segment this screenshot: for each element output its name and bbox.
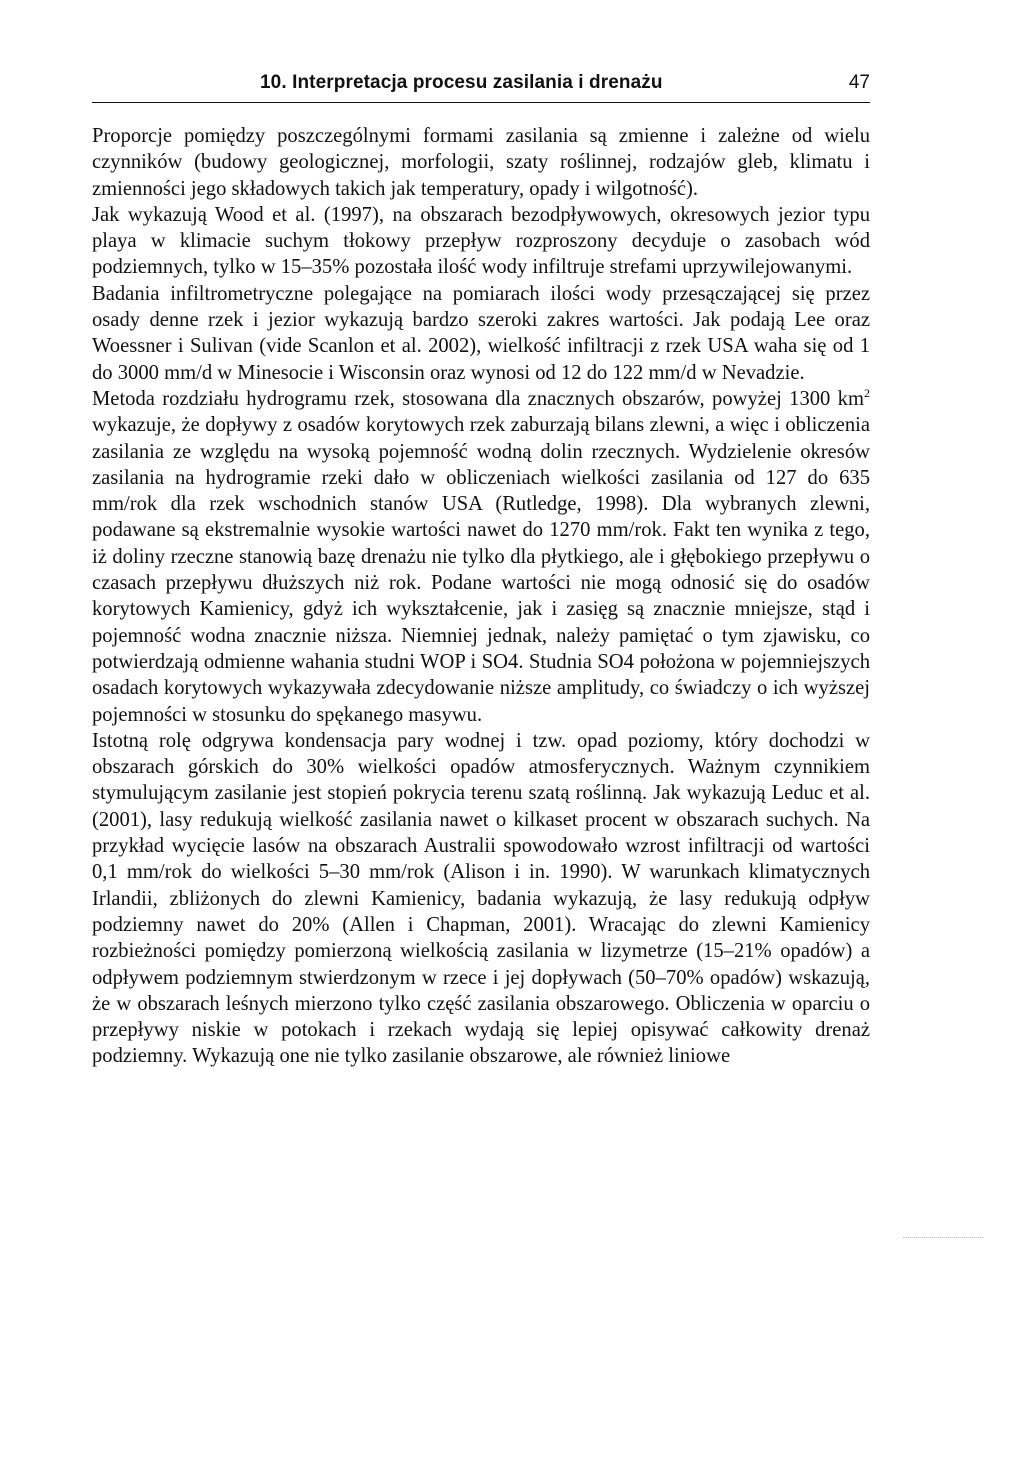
page-number: 47 xyxy=(848,72,870,93)
paragraph-3: Badania infiltrometryczne polegające na pomiarach ilości wody przesączającej się przez osady denne rzek i jezior wykazują bardzo szeroki zakres wartości. Jak podają Lee oraz Woessner i Sulivan (vide Scanlon et al. 2002), wielkość infiltracji z rzek USA waha się od 1 do 3000 mm/d w Minesocie i Wisconsin oraz wynosi od 12 do 122 mm/d w Nevadzie. xyxy=(92,282,870,384)
paragraph-4 xyxy=(92,386,870,728)
body-text xyxy=(92,123,870,1070)
running-header xyxy=(92,70,870,103)
paragraph-5: Istotną rolę odgrywa kondensacja pary wodnej i tzw. opad poziomy, który dochodzi w obszarach górskich do 30% wielkości opadów atmosferycznych. Ważnym czynnikiem stymulującym zasilanie jest stopień pokrycia terenu szatą roślinną. Jak wykazują Leduc et al. (2001), lasy redukują wielkość zasilania nawet o kilkaset procent w obszarach suchych. Na przykład wycięcie lasów na obszarach Australii spowodowało wzrost infiltracji od wartości 0,1 mm/rok do wielkości 5–30 mm/rok (Alison i in. 1990). W warunkach klimatycznych Irlandii, zbliżonych do zlewni Kamienicy, badania wykazują, że lasy redukują odpływ podziemny nawet do 20% (Allen i Chapman, 2001). Wracając do zlewni Kamienicy rozbieżności pomiędzy pomierzoną wielkością zasilania w lizymetrze (15–21% opadów) a odpływem podziemnym stwierdzonym w rzece i jej dopływach (50–70% opadów) wskazują, że w obszarach leśnych mierzono tylko część zasilania obszarowego. Obliczenia w oparciu o przepływy niskie w potokach i rzekach wydają się lepiej opisywać całkowity drenaż podziemny. Wykazują one nie tylko zasilanie obszarowe, ale również liniowe xyxy=(92,729,870,1068)
paragraph-2: Jak wykazują Wood et al. (1997), na obszarach bezodpływowych, okresowych jezior typu playa w klimacie suchym tłokowy przepływ rozproszony decyduje o zasobach wód podziemnych, tylko w 15–35% pozostała ilość wody infiltruje strefami uprzywilejowanymi. xyxy=(92,203,870,279)
scan-artifact-mark xyxy=(903,1237,983,1240)
superscript-2: 2 xyxy=(864,386,870,401)
paragraph-1: Proporcje pomiędzy poszczególnymi formami zasilania są zmienne i zależne od wielu czynników (budowy geologicznej, morfologii, szaty roślinnej, rodzajów gleb, klimatu i zmienności jego składowych takich jak temperatury, opady i wilgotność). xyxy=(92,125,870,200)
paragraph-4-part-2: wykazuje, że dopływy z osadów korytowych rzek zaburzają bilans zlewni, a więc i obliczenia zasilania ze względu na wysoką pojemność wodną dolin rzecznych. Wydzielenie okresów zasilania na hydrogramie rzeki dało w obliczeniach wielkości zasilania od 127 do 635 mm/rok dla rzek wschodnich stanów USA (Rutledge, 1998). Dla wybranych zlewni, podawane są ekstremalnie wysokie wartości nawet do 1270 mm/rok. Fakt ten wynika z tego, iż doliny rzeczne stanowią bazę drenażu nie tylko dla płytkiego, ale i głębokiego przepływu o czasach przepływu dłuższych niż rok. Podane wartości nie mogą odnosić się do osadów korytowych Kamienicy, gdyż ich wykształcenie, jak i zasięg są znacznie mniejsze, stąd i pojemność wodna znacznie niższa. Niemniej jednak, należy pamiętać o tym zjawisku, co potwierdzają odmienne wahania studni WOP i SO4. Studnia SO4 położona w pojemniejszych osadach korytowych wykazywała zdecydowanie niższe amplitudy, co świadczy o ich wyższej pojemności w stosunku do spękanego masywu. xyxy=(92,414,870,726)
chapter-title: 10. Interpretacja procesu zasilania i drenażu xyxy=(260,72,663,93)
paragraph-4-part-1: Metoda rozdziału hydrogramu rzek, stosowana dla znacznych obszarów, powyżej 1300 km xyxy=(92,387,864,410)
document-page xyxy=(92,70,870,1070)
